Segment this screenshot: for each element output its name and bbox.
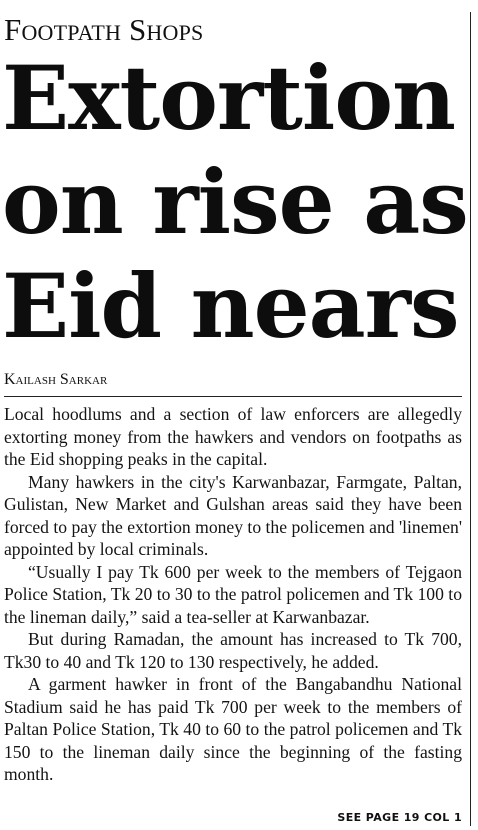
article-byline: Kailash Sarkar bbox=[4, 371, 108, 388]
article-headline bbox=[2, 46, 468, 358]
continued-on-page-link[interactable]: SEE PAGE 19 COL 1 bbox=[337, 811, 462, 824]
body-paragraph-2: Many hawkers in the city's Karwanbazar, Farmgate, Paltan, Gulistan, New Market and Gulshan areas said they have been forced to pay the extortion money to the policemen and 'linemen' appointed by local criminals. bbox=[4, 471, 462, 559]
body-paragraph-1: Local hoodlums and a section of law enforcers are allegedly extorting money from the hawkers and vendors on footpaths as the Eid shopping peaks in the capital. bbox=[4, 404, 462, 469]
body-paragraph-5: A garment hawker in front of the Bangabandhu National Stadium said he has paid Tk 700 per week to the members of Paltan Police Station, Tk 40 to 60 to the patrol policemen and Tk 150 to the lineman daily since the beginning of the fasting month. bbox=[4, 674, 462, 784]
headline-line-3: Eid nears bbox=[2, 254, 459, 358]
column-rule bbox=[470, 12, 471, 826]
byline-divider bbox=[4, 396, 462, 397]
headline-line-2: on rise as bbox=[2, 150, 468, 254]
body-paragraph-3: “Usually I pay Tk 600 per week to the members of Tejgaon Police Station, Tk 20 to 30 to the patrol policemen and Tk 100 to the lineman daily,” said a tea-seller at Karwanbazar. bbox=[4, 561, 462, 627]
headline-line-1: Extortion bbox=[2, 46, 455, 150]
article-body bbox=[4, 403, 462, 786]
article-kicker: Footpath Shops bbox=[4, 12, 204, 47]
body-paragraph-4: But during Ramadan, the amount has increased to Tk 700, Tk30 to 40 and Tk 120 to 130 respectively, he added. bbox=[4, 629, 462, 672]
